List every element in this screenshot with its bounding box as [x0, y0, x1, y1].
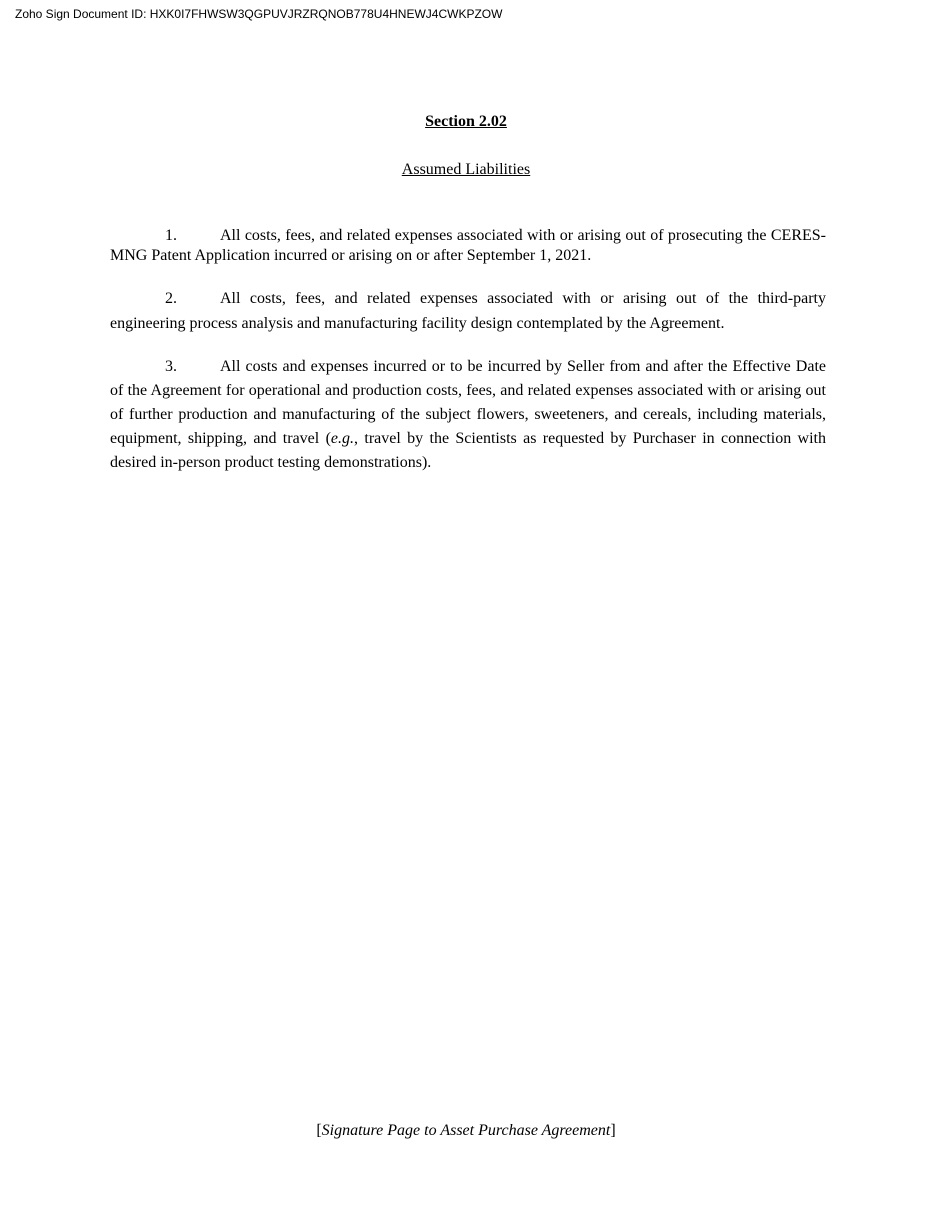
signature-page-footer: [0, 1121, 932, 1141]
item-number: 3.: [165, 358, 177, 375]
footer-close-bracket: ]: [610, 1122, 616, 1139]
section-title: Section 2.02: [425, 113, 507, 130]
document-id: Zoho Sign Document ID: HXK0I7FHWSW3QGPUVJRZRQNOB778U4HNEWJ4CWKPZOW: [15, 7, 503, 21]
liability-item-1: [110, 226, 826, 266]
item-number: 1.: [165, 227, 177, 244]
item-number: 2.: [165, 290, 177, 307]
footer-text: Signature Page to Asset Purchase Agreement: [321, 1122, 611, 1139]
item-text: All costs, fees, and related expenses associated with or arising out of prosecuting the CERES-MNG Patent Application incurred or arising on or after September 1, 2021.: [110, 227, 826, 264]
footer-open-bracket: [: [316, 1122, 322, 1139]
item-text-italic: e.g.: [330, 430, 355, 447]
section-subtitle: Assumed Liabilities: [401, 161, 531, 178]
item-text: All costs, fees, and related expenses associated with or arising out of the third-party engineering process analysis and manufacturing facility design contemplated by the Agreement.: [110, 290, 826, 332]
liability-item-3: [110, 355, 826, 475]
item-text-after: , travel by the Scientists as requested by Purchaser in connection with desired in-person product testing demonstrations).: [110, 430, 827, 471]
liability-item-2: [110, 286, 826, 336]
item-text-before: All costs and expenses incurred or to be incurred by Seller from and after the Effective Date of the Agreement for operational and production costs, fees, and related expenses associated with or arising out of further production and manufacturing of the subject flowers, sweeteners, and cereals, including materials, equipment, shipping, and travel (: [110, 358, 826, 447]
